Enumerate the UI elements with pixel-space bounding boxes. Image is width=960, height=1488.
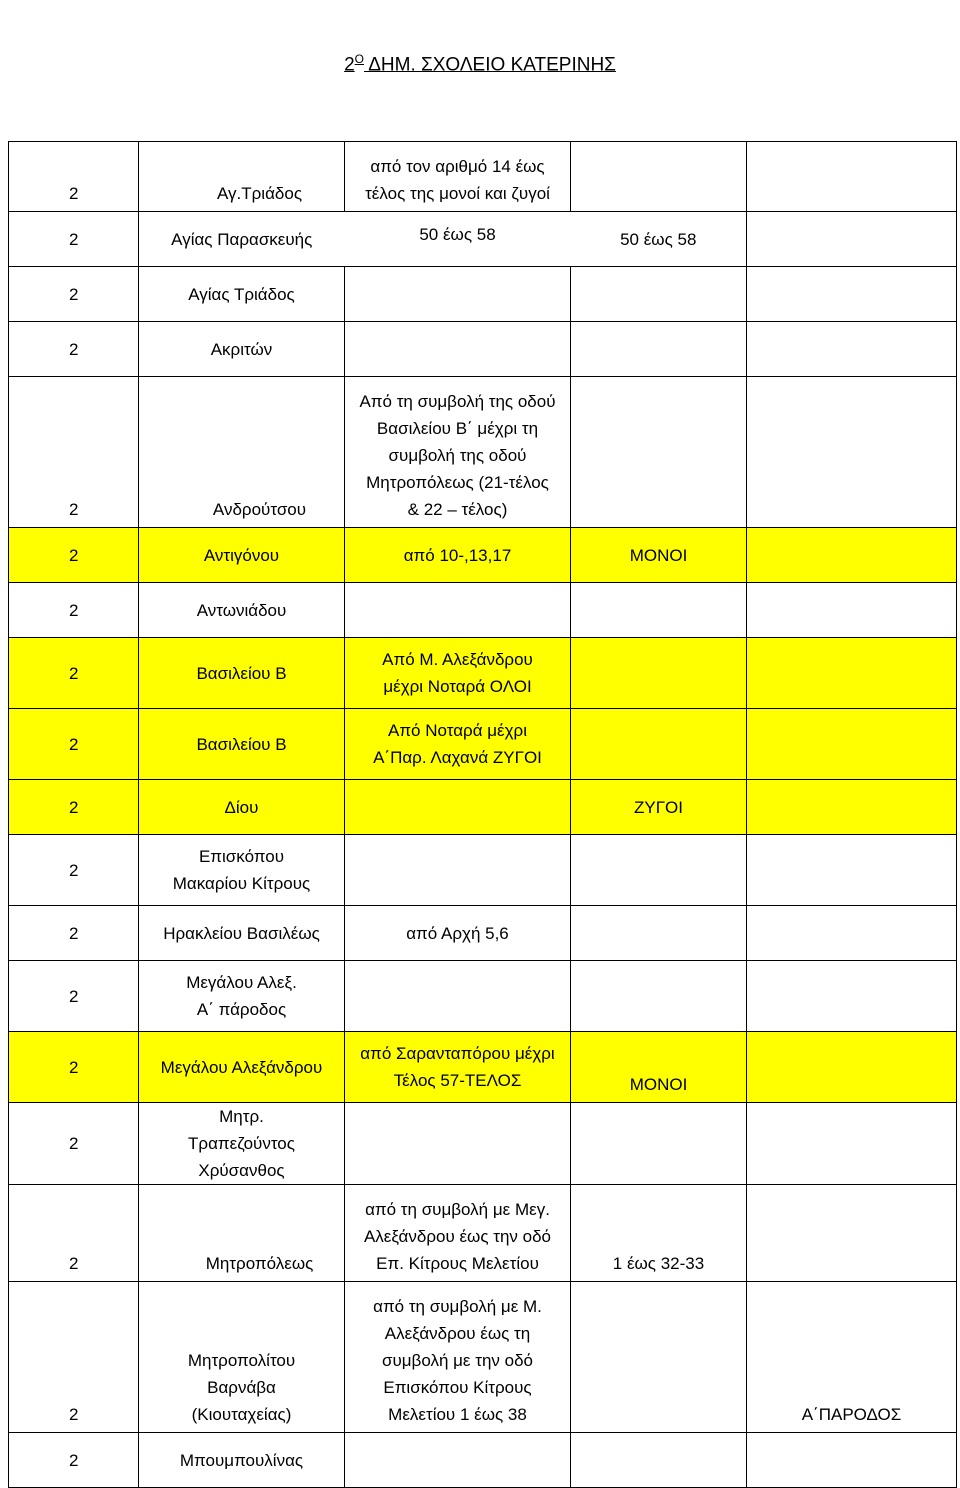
street-cell: Μπουμπουλίνας <box>139 1433 345 1488</box>
note-cell <box>747 212 957 267</box>
number-cell: 2 <box>9 835 139 906</box>
note-cell <box>747 638 957 709</box>
number-cell: 2 <box>9 1433 139 1488</box>
extra-cell <box>571 906 747 961</box>
number-cell: 2 <box>9 377 139 528</box>
street-cell: Βασιλείου Β <box>139 638 345 709</box>
street-cell: Δίου <box>139 780 345 835</box>
number-cell: 2 <box>9 528 139 583</box>
title-number: 2 <box>344 54 355 76</box>
street-cell: Μητροπολίτου Βαρνάβα (Κιουταχείας) <box>139 1282 345 1433</box>
number-cell: 2 <box>9 906 139 961</box>
extra-cell: ΖΥΓΟΙ <box>571 780 747 835</box>
note-cell <box>747 528 957 583</box>
extra-cell <box>571 142 747 212</box>
range-cell <box>345 322 571 377</box>
note-cell <box>747 1185 957 1282</box>
number-cell: 2 <box>9 322 139 377</box>
range-cell: από Αρχή 5,6 <box>345 906 571 961</box>
note-cell <box>747 1032 957 1103</box>
table-row <box>9 1032 957 1103</box>
table-row <box>9 377 957 528</box>
table-row <box>9 1282 957 1433</box>
note-cell <box>747 906 957 961</box>
extra-cell: 1 έως 32-33 <box>571 1185 747 1282</box>
note-cell <box>747 780 957 835</box>
street-cell: Ανδρούτσου <box>139 377 345 528</box>
table-row <box>9 528 957 583</box>
streets-table <box>8 141 957 1488</box>
note-cell <box>747 1433 957 1488</box>
note-cell <box>747 1103 957 1185</box>
range-cell: από 10-,13,17 <box>345 528 571 583</box>
street-cell: Αγ.Τριάδος <box>139 142 345 212</box>
table-row <box>9 780 957 835</box>
extra-cell <box>571 322 747 377</box>
street-cell: Μητρ. Τραπεζούντος Χρύσανθος <box>139 1103 345 1185</box>
number-cell: 2 <box>9 1032 139 1103</box>
table-row <box>9 906 957 961</box>
range-cell <box>345 267 571 322</box>
table-row <box>9 961 957 1032</box>
number-cell: 2 <box>9 638 139 709</box>
number-cell: 2 <box>9 1103 139 1185</box>
table-row <box>9 1433 957 1488</box>
extra-cell <box>571 638 747 709</box>
table-row <box>9 709 957 780</box>
range-cell: από τη συμβολή με Μεγ. Αλεξάνδρου έως την οδό Επ. Κίτρους Μελετίου <box>345 1185 571 1282</box>
extra-cell: ΜΟΝΟΙ <box>571 528 747 583</box>
note-cell <box>747 709 957 780</box>
table-row <box>9 1103 957 1185</box>
street-cell: Βασιλείου Β <box>139 709 345 780</box>
street-cell: Αγίας Τριάδος <box>139 267 345 322</box>
range-cell: 50 έως 58 <box>345 212 571 267</box>
street-cell: Μητροπόλεως <box>139 1185 345 1282</box>
table-row <box>9 835 957 906</box>
extra-cell <box>571 961 747 1032</box>
note-cell <box>747 267 957 322</box>
street-cell: Μεγάλου Αλεξάνδρου <box>139 1032 345 1103</box>
note-cell <box>747 961 957 1032</box>
range-cell: Από Μ. Αλεξάνδρου μέχρι Νοταρά ΟΛΟΙ <box>345 638 571 709</box>
extra-cell <box>571 1282 747 1433</box>
number-cell: 2 <box>9 212 139 267</box>
range-cell <box>345 780 571 835</box>
range-cell <box>345 1103 571 1185</box>
extra-cell: ΜΟΝΟΙ <box>571 1032 747 1103</box>
page-title <box>0 46 960 78</box>
street-cell: Αντωνιάδου <box>139 583 345 638</box>
number-cell: 2 <box>9 780 139 835</box>
range-cell <box>345 1433 571 1488</box>
range-cell <box>345 835 571 906</box>
number-cell: 2 <box>9 267 139 322</box>
note-cell <box>747 377 957 528</box>
extra-cell <box>571 1103 747 1185</box>
street-cell: Αντιγόνου <box>139 528 345 583</box>
range-cell: από τον αριθμό 14 έως τέλος της μονοί και ζυγοί <box>345 142 571 212</box>
extra-cell <box>571 377 747 528</box>
extra-cell <box>571 1433 747 1488</box>
title-superscript: Ο <box>354 52 364 66</box>
table-row <box>9 142 957 212</box>
street-cell: Ηρακλείου Βασιλέως <box>139 906 345 961</box>
extra-cell <box>571 267 747 322</box>
street-cell: Αγίας Παρασκευής <box>139 212 345 267</box>
street-cell: Επισκόπου Μακαρίου Κίτρους <box>139 835 345 906</box>
table-row <box>9 1185 957 1282</box>
table-row <box>9 583 957 638</box>
extra-cell <box>571 835 747 906</box>
number-cell: 2 <box>9 1185 139 1282</box>
range-cell <box>345 583 571 638</box>
note-cell <box>747 142 957 212</box>
range-cell: Από τη συμβολή της οδού Βασιλείου Β΄ μέχρι τη συμβολή της οδού Μητροπόλεως (21-τέλος & 22 – τέλος) <box>345 377 571 528</box>
extra-cell <box>571 583 747 638</box>
table-row <box>9 212 957 267</box>
title-text: ΔΗΜ. ΣΧΟΛΕΙΟ ΚΑΤΕΡΙΝΗΣ <box>363 54 616 76</box>
table-row <box>9 638 957 709</box>
range-cell <box>345 961 571 1032</box>
number-cell: 2 <box>9 142 139 212</box>
street-cell: Ακριτών <box>139 322 345 377</box>
note-cell <box>747 835 957 906</box>
number-cell: 2 <box>9 583 139 638</box>
range-cell: από τη συμβολή με Μ. Αλεξάνδρου έως τη συμβολή με την οδό Επισκόπου Κίτρους Μελετίου 1 έως 38 <box>345 1282 571 1433</box>
note-cell <box>747 583 957 638</box>
range-cell: από Σαρανταπόρου μέχρι Τέλος 57-ΤΕΛΟΣ <box>345 1032 571 1103</box>
range-cell: Από Νοταρά μέχρι Α΄Παρ. Λαχανά ΖΥΓΟΙ <box>345 709 571 780</box>
table-row <box>9 267 957 322</box>
street-cell: Μεγάλου Αλεξ. Α΄ πάροδος <box>139 961 345 1032</box>
extra-cell: 50 έως 58 <box>571 212 747 267</box>
number-cell: 2 <box>9 1282 139 1433</box>
note-cell: Α΄ΠΑΡΟΔΟΣ <box>747 1282 957 1433</box>
number-cell: 2 <box>9 961 139 1032</box>
extra-cell <box>571 709 747 780</box>
table-row <box>9 322 957 377</box>
note-cell <box>747 322 957 377</box>
number-cell: 2 <box>9 709 139 780</box>
